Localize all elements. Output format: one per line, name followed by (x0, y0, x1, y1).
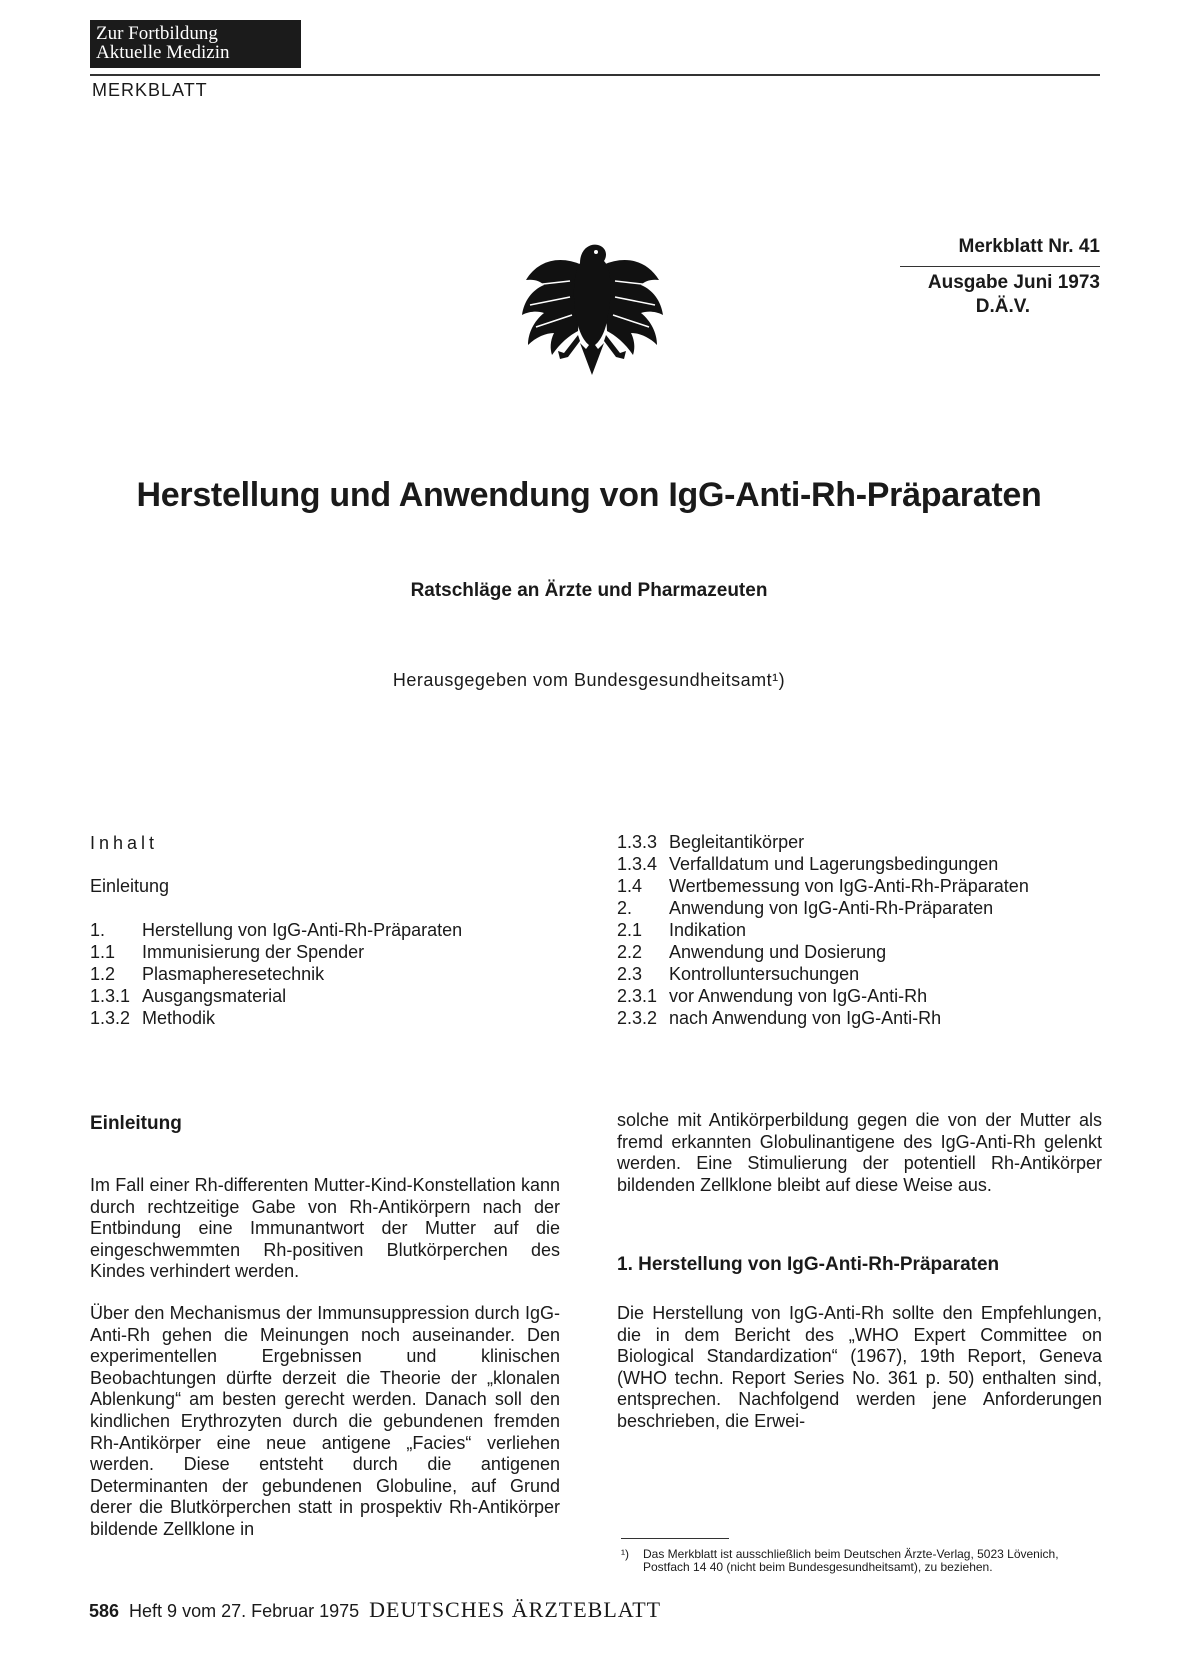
header-rule (90, 74, 1100, 76)
intro-paragraph-1: Im Fall einer Rh-differenten Mutter-Kind-Konstellation kann durch rechtzeitige Gabe von Rh-Antikörpern nach der Entbindung eine Immunantwort der Mutter auf die eingeschwemmten Rh-positiven Blutkörperchen des Kindes verhindert werden. (90, 1175, 560, 1282)
toc-item-text: Immunisierung der Spender (142, 942, 365, 962)
toc-item (617, 941, 1029, 963)
toc-item-number: 1.1 (90, 942, 116, 962)
toc-item (617, 875, 1029, 897)
toc-item-text: Verfalldatum und Lagerungsbedingungen (669, 854, 999, 874)
toc-item-text: Herstellung von IgG-Anti-Rh-Präparaten (142, 920, 463, 940)
toc-item-text: vor Anwendung von IgG-Anti-Rh (669, 986, 928, 1006)
toc-heading: Inhalt (90, 833, 159, 853)
toc-item-text: Methodik (142, 1008, 216, 1028)
toc-item-text: Begleitantikörper (669, 832, 805, 852)
intro-heading: Einleitung (90, 1113, 182, 1134)
series-line-2: Aktuelle Medizin (96, 42, 230, 63)
toc-item-number: 2.3.1 (617, 986, 658, 1006)
footnote (621, 1548, 1101, 1574)
journal-name: DEUTSCHES ÄRZTEBLATT (369, 1597, 662, 1622)
toc-item-number: 2.2 (617, 942, 643, 962)
toc-item (617, 919, 1029, 941)
toc-left-column (90, 919, 462, 1029)
editor-line: Herausgegeben vom Bundesgesundheitsamt¹) (392, 670, 786, 690)
toc-item-text: Wertbemessung von IgG-Anti-Rh-Präparaten (669, 876, 1029, 896)
toc-item (617, 1007, 1029, 1029)
document-title: Herstellung und Anwendung von IgG-Anti-Rh-Präparaten (136, 476, 1042, 514)
toc-item-text: Kontrolluntersuchungen (669, 964, 860, 984)
toc-item-number: 2.3 (617, 964, 643, 984)
page-footer (89, 1597, 661, 1623)
footnote-mark: ¹) (621, 1547, 629, 1561)
toc-item-number: 1.2 (90, 964, 116, 984)
publisher-abbrev: D.Ä.V. (975, 296, 1030, 317)
toc-item (90, 919, 462, 941)
toc-intro: Einleitung (90, 876, 170, 896)
toc-item (90, 963, 462, 985)
toc-item-text: Plasmapheresetechnik (142, 964, 325, 984)
toc-item (617, 831, 1029, 853)
toc-item (617, 897, 1029, 919)
toc-right-column (617, 831, 1029, 1029)
toc-item (90, 1007, 462, 1029)
document-subtitle: Ratschläge an Ärzte und Pharmazeuten (410, 580, 768, 601)
toc-item-number: 1.4 (617, 876, 643, 896)
toc-item (90, 941, 462, 963)
toc-item-number: 2. (617, 898, 633, 918)
footnote-rule (621, 1538, 729, 1539)
footnote-text: Das Merkblatt ist ausschließlich beim Deutschen Ärzte-Verlag, 5023 Lövenich, Postfach 14 40 (nicht beim Bundesgesundheitsamt), zu beziehen. (643, 1547, 1059, 1574)
toc-item (90, 985, 462, 1007)
toc-item-number: 1.3.2 (90, 1008, 131, 1028)
toc-item-number: 1.3.3 (617, 832, 658, 852)
toc-item-text: Ausgangsmaterial (142, 986, 287, 1006)
toc-item-number: 2.3.2 (617, 1008, 658, 1028)
toc-item-text: Anwendung von IgG-Anti-Rh-Präparaten (669, 898, 994, 918)
section-1-heading: 1. Herstellung von IgG-Anti-Rh-Präparaten (617, 1254, 1000, 1275)
edition-date: Ausgabe Juni 1973 (927, 272, 1100, 293)
toc-item (617, 985, 1029, 1007)
toc-item-text: nach Anwendung von IgG-Anti-Rh (669, 1008, 942, 1028)
toc-item (617, 963, 1029, 985)
series-label-box (90, 20, 301, 68)
page-number: 586 (89, 1601, 120, 1621)
toc-item-number: 1.3.4 (617, 854, 658, 874)
section-label: MERKBLATT (92, 80, 208, 100)
toc-item-text: Indikation (669, 920, 747, 940)
meta-rule (900, 266, 1100, 267)
right-paragraph-1: solche mit Antikörperbildung gegen die von der Mutter als fremd erkannten Globulinantigene des IgG-Anti-Rh gelenkt werden. Eine Stimulierung der potentiell Rh-Antikörper bildenden Zellklone bleibt auf diese Weise aus. (617, 1110, 1102, 1195)
section-1-paragraph: Die Herstellung von IgG-Anti-Rh sollte den Empfehlungen, die in dem Bericht des „WHO Expert Committee on Biological Standardization“ (1967), 19th Report, Geneva (WHO techn. Report Series No. 361 p. 50) enthalten sind, entsprechen. Nachfolgend werden jene Anforderungen beschrieben, die Erwei- (617, 1303, 1102, 1431)
series-line-1: Zur Fortbildung (96, 23, 218, 44)
toc-item-number: 1.3.1 (90, 986, 131, 1006)
merkblatt-number: Merkblatt Nr. 41 (958, 236, 1100, 257)
toc-item-text: Anwendung und Dosierung (669, 942, 887, 962)
toc-item (617, 853, 1029, 875)
toc-item-number: 2.1 (617, 920, 643, 940)
toc-item-number: 1. (90, 920, 106, 940)
issue-info: Heft 9 vom 27. Februar 1975 (129, 1601, 360, 1621)
intro-paragraph-2: Über den Mechanismus der Immunsuppression durch IgG-Anti-Rh gehen die Meinungen noch auseinander. Den experimentellen Ergebnissen und klinischen Beobachtungen dürfte derzeit die Theorie der „klonalen Ablenkung“ am besten gerecht werden. Danach soll den kindlichen Erythrozyten durch die gebundenen fremden Rh-Antikörper eine neue antigene „Facies“ verliehen werden. Diese entsteht durch die antigenen Determinanten der gebundenen Globuline, auf Grund derer die Blutkörperchen statt in prospektiv Rh-Antikörper bildende Zellklone in (90, 1303, 560, 1539)
federal-eagle-icon (520, 235, 665, 380)
